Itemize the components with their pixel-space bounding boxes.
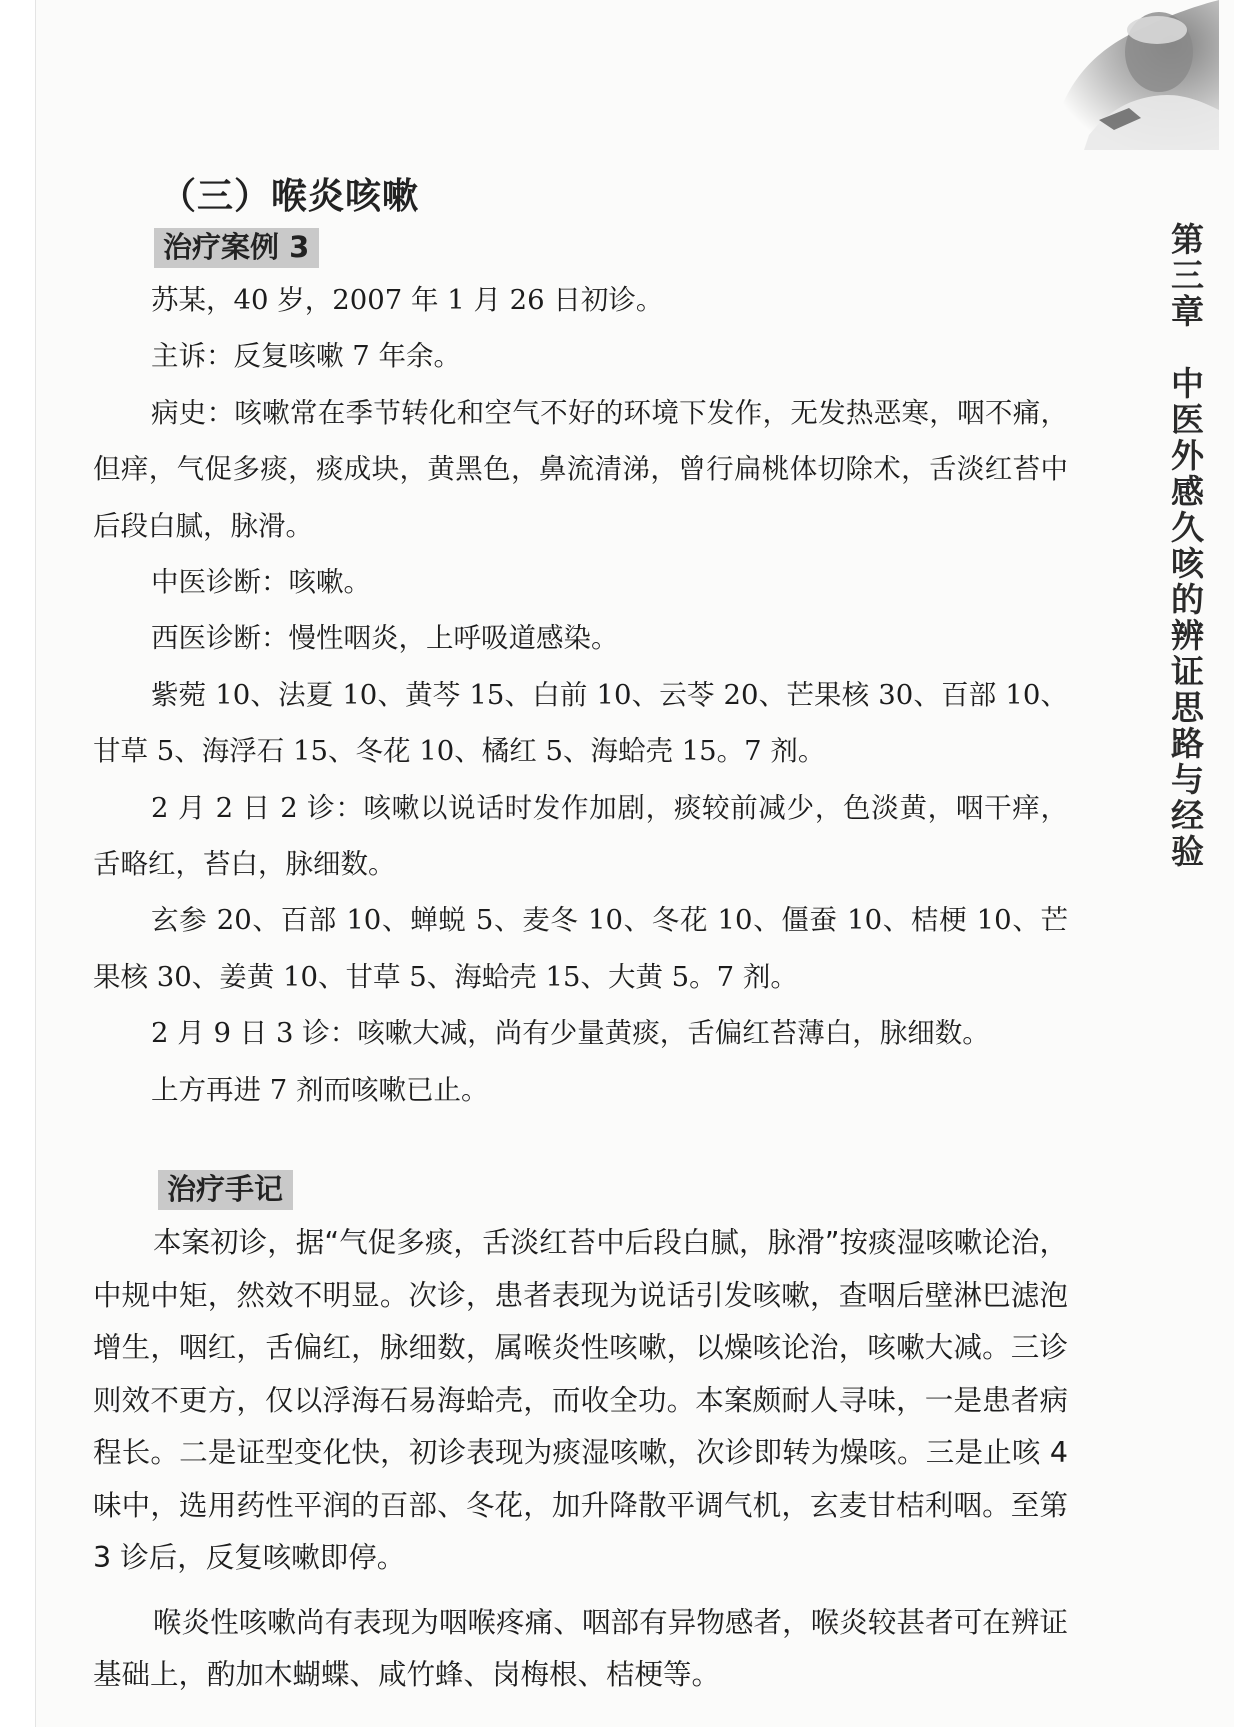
section-title: （三）喉炎咳嗽 [160, 176, 420, 217]
chief-complaint: 主诉：反复咳嗽 7 年余。 [151, 340, 461, 373]
medical-history: 病史：咳嗽常在季节转化和空气不好的环境下发作，无发热恶寒，咽不痛，但痒，气促多痰，痰成块，黄黑色，鼻流清涕，曾行扁桃体切除术，舌淡红苔中后段白腻，脉滑。 [93, 396, 1068, 542]
case-label: 治疗案例 3 [154, 228, 319, 268]
notes-body [93, 1217, 1068, 1702]
second-visit: 2 月 2 日 2 诊：咳嗽以说话时发作加剧，痰较前减少，色淡黄，咽干痒，舌略红，苔白，脉细数。 [93, 791, 1068, 881]
third-visit: 2 月 9 日 3 诊：咳嗽大减，尚有少量黄痰，舌偏红苔薄白，脉细数。 [151, 1017, 990, 1050]
notes-label: 治疗手记 [158, 1170, 293, 1210]
tcm-diagnosis: 中医诊断：咳嗽。 [151, 566, 371, 599]
case-intro: 苏某，40 岁，2007 年 1 月 26 日初诊。 [151, 284, 664, 316]
prescription-2: 玄参 20、百部 10、蝉蜕 5、麦冬 10、冬花 10、僵蚕 10、桔梗 10、芒果核 30、姜黄 10、甘草 5、海蛤壳 15、大黄 5。7 剂。 [93, 904, 1069, 993]
case-body [93, 272, 1068, 1118]
notes-paragraph: 本案初诊，据“气促多痰，舌淡红苔中后段白腻，脉滑”按痰湿咳嗽论治，中规中矩，然效不明显。次诊，患者表现为说话引发咳嗽，查咽后壁淋巴滤泡增生，咽红，舌偏红，脉细数，属喉炎性咳嗽，以燥咳论治，咳嗽大减。三诊则效不更方，仅以浮海石易海蛤壳，而收全功。本案颇耐人寻味，一是患者病程长。二是证型变化快，初诊表现为痰湿咳嗽，次诊即转为燥咳。三是止咳 4 味中，选用药性平润的百部、冬花，加升降散平调气机，玄麦甘桔利咽。至第 3 诊后，反复咳嗽即停。 [93, 1226, 1068, 1574]
notes-paragraph: 喉炎性咳嗽尚有表现为咽喉疼痛、咽部有异物感者，喉炎较甚者可在辨证基础上，酌加木蝴蝶、咸竹蜂、岗梅根、桔梗等。 [93, 1605, 1068, 1691]
outcome: 上方再进 7 剂而咳嗽已止。 [151, 1073, 489, 1106]
prescription-1: 紫菀 10、法夏 10、黄芩 15、白前 10、云苓 20、芒果核 30、百部 10、甘草 5、海浮石 15、冬花 10、橘红 5、海蛤壳 15。7 剂。 [93, 678, 1068, 768]
page-gutter [0, 0, 36, 1727]
author-photo [1029, 0, 1219, 150]
western-diagnosis: 西医诊断：慢性咽炎，上呼吸道感染。 [151, 622, 619, 655]
chapter-side-title: 第三章 中医外感久咳的辨证思路与经验 [1166, 222, 1205, 870]
